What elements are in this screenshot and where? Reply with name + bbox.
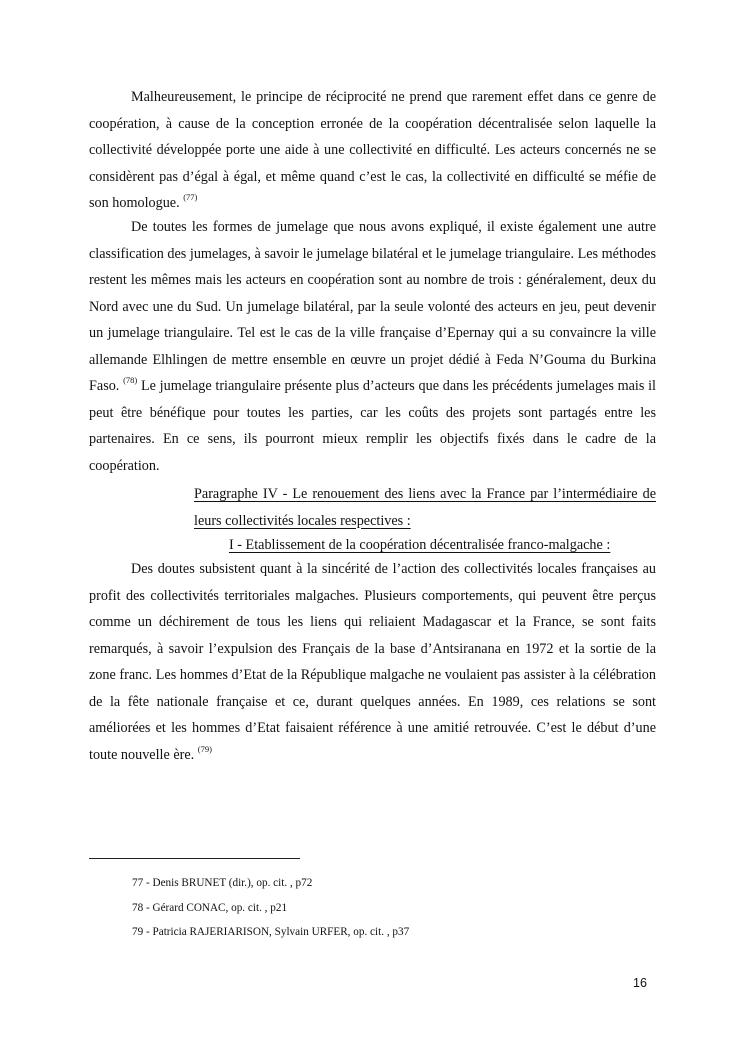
footnote-77: 77 - Denis BRUNET (dir.), op. cit. , p72: [132, 877, 313, 889]
page-number: 16: [633, 976, 647, 990]
body-paragraph-3: [89, 556, 656, 768]
footnote-ref-79: (79): [197, 743, 212, 754]
footnotes: [132, 871, 409, 945]
paragraph-1-text: Malheureusement, le principe de réciprocité ne prend que rarement effet dans ce genre de coopération, à cause de la conception erronée de la coopération décentralisée selon laquelle la collectivité développée porte une aide à une collectivité en difficulté. Les acteurs concernés ne se considèrent pas d’égal à égal, et même quand c’est le cas, la collectivité en difficulté se méfie de son homologue.: [89, 89, 656, 211]
paragraph-2-text-before: De toutes les formes de jumelage que nous avons expliqué, il existe également une autre classification des jumelages, à savoir le jumelage bilatéral et le jumelage triangulaire. Les méthodes restent les mêmes mais les acteurs en coopération sont au nombre de trois : généralement, deux du Nord avec une du Sud. Un jumelage bilatéral, par la seule volonté des acteurs en jeu, peut devenir un jumelage triangulaire. Tel est le cas de la ville française d’Epernay qui a su convaincre la ville allemande Elhlingen de mettre ensemble en œuvre un projet dédié à Feda N’Gouma du Burkina Faso.: [89, 219, 656, 394]
footnote-ref-78: (78): [123, 375, 138, 385]
section-heading: I - Etablissement de la coopération décentralisée franco-malgache :: [229, 537, 611, 553]
footnote-ref-77: (77): [183, 192, 198, 202]
body-paragraph-2: [89, 214, 656, 479]
footnote-separator: [89, 858, 300, 859]
paragraph-3-text: Des doutes subsistent quant à la sincérité de l’action des collectivités locales françaises au profit des collectivités territoriales malgaches. Plusieurs comportements, qui peuvent être perçus comme un déchirement de tous les liens qui reliaient Madagascar et la France, se sont faits remarqués, à savoir l’expulsion des Français de la base d’Antsiranana en 1972 et la sortie de la zone franc. Les hommes d’Etat de la République malgache ne voulaient pas assister à la célébration de la fête nationale française et ce, durant quelques années. En 1989, ces relations se sont améliorées et les hommes d’Etat faisaient référence à une amitié retrouvée. C’est le début d’une toute nouvelle ère.: [89, 561, 656, 763]
footnote-78: 78 - Gérard CONAC, op. cit. , p21: [132, 901, 288, 914]
paragraph-heading: Paragraphe IV - Le renouement des liens avec la France par l’intermédiaire de leurs collectivités locales respectives :: [194, 486, 656, 529]
footnote-79: 79 - Patricia RAJERIARISON, Sylvain URFER, op. cit. , p37: [132, 926, 410, 938]
paragraph-2-text-after: Le jumelage triangulaire présente plus d’acteurs que dans les précédents jumelages mais il peut être bénéfique pour toutes les parties, car les coûts des projets sont partagés entre les partenaires. En ce sens, ils pourront mieux remplir les objectifs fixés dans le cadre de la coopération.: [89, 378, 656, 474]
body-paragraph-1: [89, 84, 656, 217]
